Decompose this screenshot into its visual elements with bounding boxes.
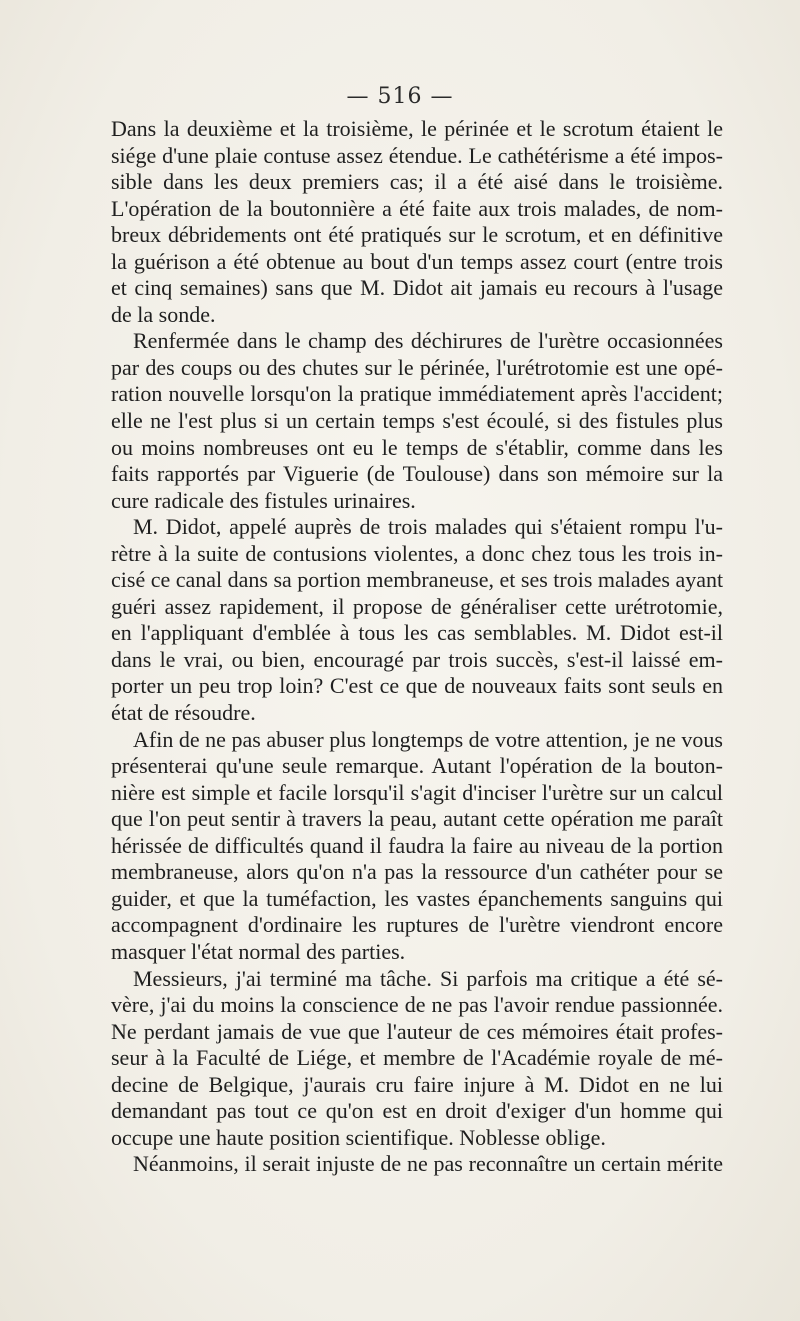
text-line: siége d'une plaie contuse assez étendue. Le cathétérisme a été impos-	[111, 142, 723, 168]
body-text	[111, 116, 723, 1178]
text-line: de la sonde.	[111, 301, 216, 327]
text-line: dans le vrai, ou bien, encouragé par trois succès, s'est-il laissé em-	[111, 646, 723, 672]
text-line: L'opération de la boutonnière a été faite aux trois malades, de nom-	[111, 195, 723, 221]
text-line: ou moins nombreuses ont eu le temps de s'établir, comme dans les	[111, 434, 723, 460]
text-line: en l'appliquant d'emblée à tous les cas semblables. M. Didot est-il	[111, 620, 723, 646]
text-line: Afin de ne pas abuser plus longtemps de votre attention, je ne vous	[133, 726, 723, 752]
text-line: sible dans les deux premiers cas; il a été aisé dans le troisième.	[111, 169, 723, 195]
text-line: hérissée de difficultés quand il faudra la faire au niveau de la portion	[111, 832, 723, 858]
text-line: porter un peu trop loin? C'est ce que de nouveaux faits sont seuls en	[111, 673, 723, 699]
text-line: Messieurs, j'ai terminé ma tâche. Si parfois ma critique a été sé-	[133, 965, 723, 991]
text-line: breux débridements ont été pratiqués sur le scrotum, et en définitive	[111, 222, 723, 248]
text-line: elle ne l'est plus si un certain temps s'est écoulé, si des fistules plus	[111, 408, 723, 434]
text-line: decine de Belgique, j'aurais cru faire injure à M. Didot en ne lui	[111, 1071, 723, 1097]
text-line: état de résoudre.	[111, 700, 256, 726]
text-line: ration nouvelle lorsqu'on la pratique immédiatement après l'accident;	[111, 381, 723, 407]
text-line: Ne perdant jamais de vue que l'auteur de ces mémoires était profes-	[111, 1018, 723, 1044]
text-line: occupe une haute position scientifique. Noblesse oblige.	[111, 1124, 606, 1150]
page-number: — 516 —	[346, 84, 454, 109]
text-line: guider, et que la tuméfaction, les vastes épanchements sanguins qui	[111, 885, 723, 911]
text-line: membraneuse, alors qu'on n'a pas la ressource d'un cathéter pour se	[111, 859, 723, 885]
text-line: M. Didot, appelé auprès de trois malades qui s'étaient rompu l'u-	[133, 514, 723, 540]
text-line: nière est simple et facile lorsqu'il s'agit d'inciser l'urètre sur un calcul	[111, 779, 723, 805]
text-line: cure radicale des fistules urinaires.	[111, 487, 416, 513]
text-line: cisé ce canal dans sa portion membraneuse, et ses trois malades ayant	[111, 567, 724, 593]
text-line: accompagnent d'ordinaire les ruptures de l'urètre viendront encore	[111, 912, 723, 938]
text-line: présenterai qu'une seule remarque. Autant l'opération de la bouton-	[111, 753, 723, 779]
text-line: par des coups ou des chutes sur le périnée, l'urétrotomie est une opé-	[111, 354, 723, 380]
text-line: masquer l'état normal des parties.	[111, 938, 406, 964]
text-line: faits rapportés par Viguerie (de Toulouse) dans son mémoire sur la	[111, 461, 723, 487]
text-line: Renfermée dans le champ des déchirures de l'urètre occasionnées	[133, 328, 723, 354]
text-line: rètre à la suite de contusions violentes, a donc chez tous les trois in-	[111, 540, 723, 566]
text-line: Dans la deuxième et la troisième, le périnée et le scrotum étaient le	[111, 116, 723, 141]
text-line: la guérison a été obtenue au bout d'un temps assez court (entre trois	[111, 248, 723, 274]
text-line: demandant pas tout ce qu'on est en droit d'exiger d'un homme qui	[111, 1098, 723, 1124]
text-line: Néanmoins, il serait injuste de ne pas reconnaître un certain mérite	[133, 1151, 723, 1177]
text-line: guéri assez rapidement, il propose de généraliser cette urétrotomie,	[111, 593, 723, 619]
text-line: et cinq semaines) sans que M. Didot ait jamais eu recours à l'usage	[111, 275, 723, 301]
text-line: que l'on peut sentir à travers la peau, autant cette opération me paraît	[111, 806, 723, 832]
text-line: seur à la Faculté de Liége, et membre de l'Académie royale de mé-	[111, 1045, 723, 1071]
text-line: vère, j'ai du moins la conscience de ne pas l'avoir rendue passionnée.	[111, 992, 723, 1018]
